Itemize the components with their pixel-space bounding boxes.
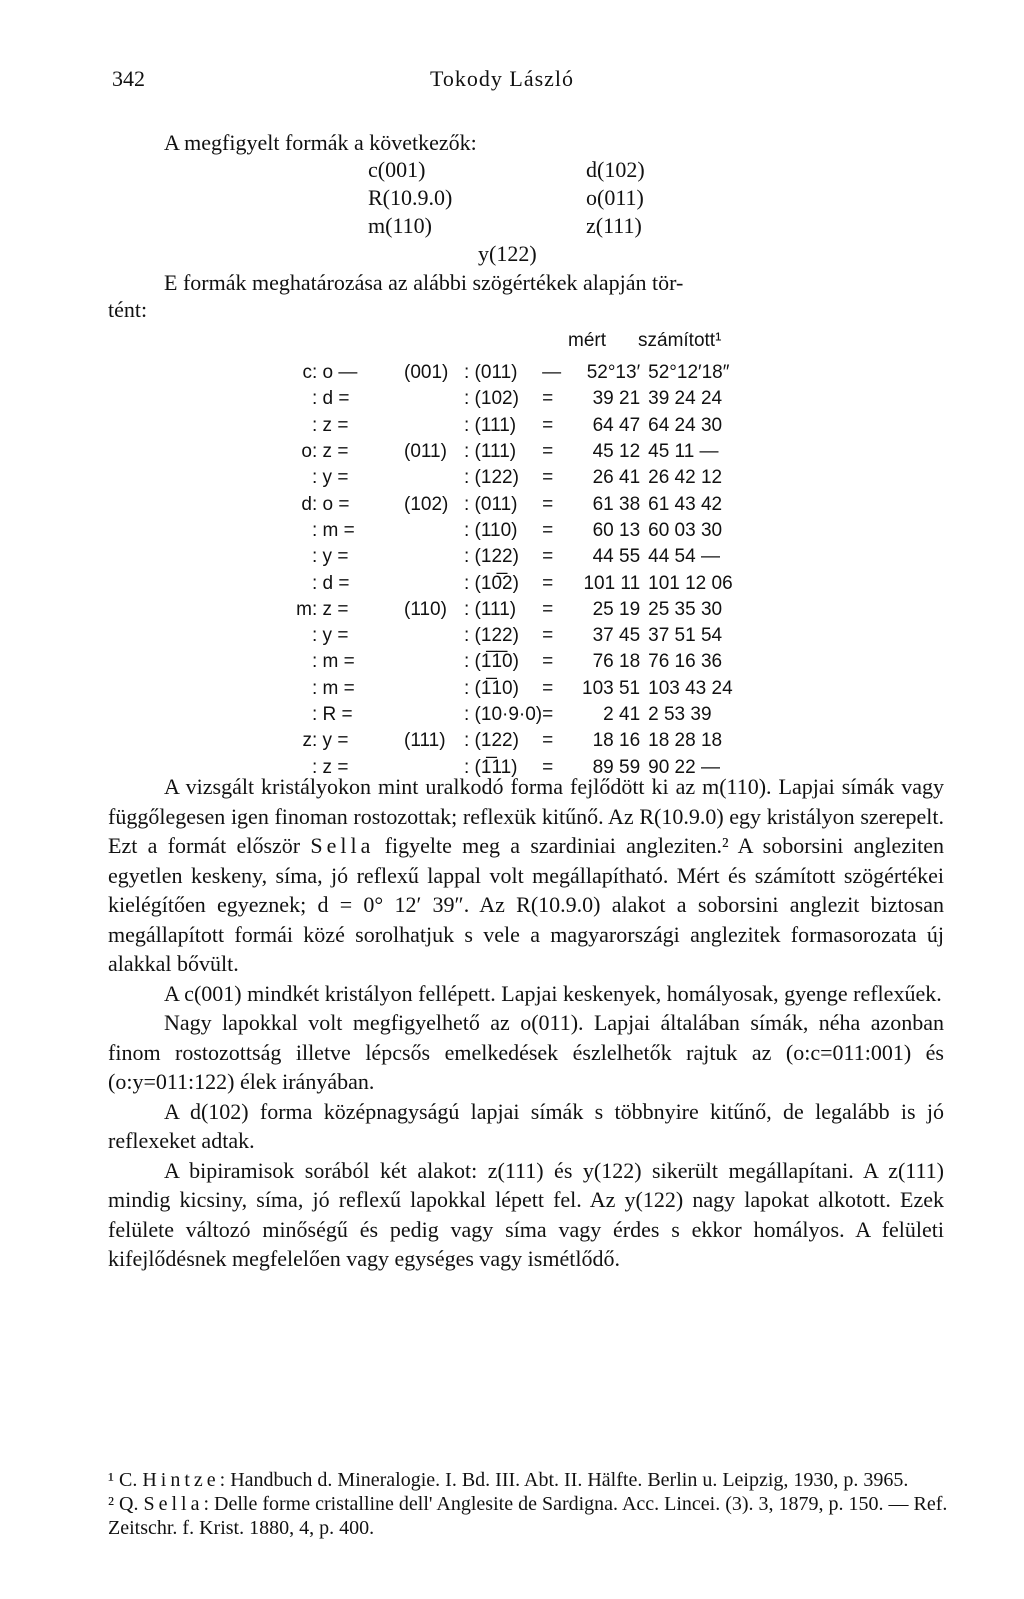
row-sign: =	[542, 388, 554, 410]
row-measured: 60 13	[592, 519, 641, 541]
row-measured: 45 12	[592, 441, 641, 463]
row-indices	[404, 544, 464, 570]
row-face	[290, 623, 312, 649]
row-measured: 37 45	[592, 625, 641, 647]
row-second-face: : (111)	[464, 441, 517, 463]
row-calculated: 18 28 18	[648, 730, 723, 752]
row-measured: 76 18	[592, 651, 641, 673]
row-face	[290, 676, 312, 702]
row-calculated: 52°12′18″	[648, 362, 730, 384]
row-sign: =	[542, 441, 554, 463]
paragraph-1-part-b: figyelte meg a szardiniai angleziten.² A soborsini angleziten egyetlen keskeny, síma, jó reflexű lappal volt megállapítható. Mért és számított szögértékei kielégítően egyeznek; d = 0° 12′ 39″. Az R(10.9.0) alakot a soborsini anglezit biztosan megállapított formái közé sorolhatjuk s vele a magyarországi anglezitek formasorozata új alakkal bővült.	[108, 833, 944, 976]
row-calculated: 101 12 06	[648, 572, 733, 594]
table-row	[290, 623, 758, 649]
basis-line-2: tént:	[108, 297, 148, 322]
row-sign: =	[542, 572, 554, 594]
row-measured: 103 51	[582, 677, 641, 699]
row-sign: =	[542, 677, 554, 699]
row-second-face: : (122)	[464, 546, 519, 568]
footnote-1-part-a: ¹ C.	[108, 1469, 143, 1491]
row-measured: 26 41	[592, 467, 641, 489]
row-calculated: 103 43 24	[648, 677, 733, 699]
row-measured: 18 16	[592, 730, 641, 752]
row-sign: =	[542, 730, 554, 752]
paragraph-5: A bipiramisok sorából két alakot: z(111) és y(122) sikerült megállapítani. A z(111) mindig kicsiny, síma, jó reflexű lapokkal lépett fel. Az y(122) nagy lapokat alkotott. Ezek felülete változó minőségű és pedig vagy síma vagy érdes s ekkor homályos. A felületi kifejlődésnek megfelelően vagy egységes vagy ismétlődő.	[108, 1157, 944, 1271]
row-sign: =	[542, 546, 554, 568]
row-pair: : z =	[312, 414, 349, 436]
row-second-face: : (122)	[464, 730, 519, 752]
row-indices	[404, 676, 464, 702]
row-indices	[404, 386, 464, 412]
row-face: m	[296, 598, 312, 620]
row-face	[290, 570, 312, 596]
row-face	[290, 413, 312, 439]
footnote-1	[108, 1468, 948, 1492]
row-indices	[404, 465, 464, 491]
row-indices: (111)	[404, 730, 446, 752]
row-measured: 2 41	[603, 704, 641, 725]
row-pair: : z =	[312, 441, 349, 463]
row-indices	[404, 649, 464, 675]
intro-line: A megfigyelt formák a következők:	[164, 130, 477, 155]
form-m110: m(110)	[368, 213, 432, 238]
form-y122: y(122)	[478, 241, 537, 266]
row-indices	[404, 702, 464, 728]
table-row	[290, 465, 758, 491]
running-title: Tokody László	[430, 66, 575, 91]
row-second-face: : (122)	[464, 467, 519, 489]
footnotes	[108, 1468, 948, 1540]
table-row	[290, 702, 758, 728]
row-pair: : z =	[312, 598, 349, 620]
author-sella: Sella	[310, 833, 375, 858]
page-number: 342	[112, 66, 145, 91]
table-row	[290, 491, 758, 517]
row-second-face: : (102)	[464, 388, 519, 410]
row-second-face: : (10̅2)	[464, 572, 519, 594]
table-row	[290, 518, 758, 544]
row-pair: : m =	[312, 651, 355, 673]
paragraph-1-part-a: A vizsgált kristályokon mint uralkodó forma fejlődött ki az m(110). Lapjai símák vagy függőlegesen igen finoman rostozottak; reflexük kitűnő. Az R(10.9.0) egy kristályon szerepelt. Ezt a formát először	[108, 774, 944, 858]
form-r1090: R(10.9.0)	[368, 185, 453, 210]
row-measured: 89 59	[592, 756, 641, 778]
table-row	[290, 597, 758, 623]
row-indices: (110)	[404, 598, 447, 620]
row-pair: : m =	[312, 519, 355, 541]
row-sign: =	[542, 467, 554, 489]
row-face: z	[302, 730, 312, 752]
row-second-face: : (122)	[464, 625, 519, 647]
row-sign: =	[542, 756, 554, 778]
row-indices	[404, 413, 464, 439]
table-row	[290, 570, 758, 596]
row-pair: : o =	[312, 493, 350, 515]
row-measured: 44 55	[592, 546, 641, 568]
row-calculated: 44 54 —	[648, 546, 720, 568]
row-calculated: 37 51 54	[648, 625, 723, 647]
row-calculated: 39 24 24	[648, 388, 723, 410]
row-sign: =	[542, 651, 554, 673]
row-face	[290, 649, 312, 675]
row-pair: : o —	[312, 362, 358, 384]
row-sign: =	[542, 519, 554, 541]
table-row	[290, 728, 758, 754]
form-d102: d(102)	[586, 157, 645, 182]
footnote-1-part-b: : Handbuch d. Mineralogie. I. Bd. III. Abt. II. Hälfte. Berlin u. Leipzig, 1930, p. 3965.	[219, 1469, 909, 1491]
row-measured: 64 47	[592, 414, 641, 436]
row-indices	[404, 570, 464, 596]
row-calculated: 76 16 36	[648, 651, 723, 673]
row-face	[290, 518, 312, 544]
row-sign: —	[542, 362, 562, 384]
row-sign: =	[542, 414, 554, 436]
row-face	[290, 465, 312, 491]
table-row	[290, 386, 758, 412]
row-pair: : z =	[312, 756, 349, 778]
row-face	[290, 702, 312, 728]
row-pair: : y =	[312, 625, 349, 647]
row-indices: (001)	[404, 362, 449, 384]
row-face	[290, 386, 312, 412]
row-second-face: : (10·9·0)	[464, 704, 543, 725]
paragraph-3: Nagy lapokkal volt megfigyelhető az o(011). Lapjai általában símák, néha azonban finom rostozottság illetve lépcsős emelkedések észlelhetők rajtuk az (o:c=011:001) és (o:y=011:122) élek irányában.	[108, 1010, 944, 1094]
footnote-2	[108, 1492, 948, 1540]
row-sign: =	[542, 598, 554, 620]
angle-table-body	[290, 360, 758, 781]
row-measured: 52°13′	[586, 362, 641, 384]
row-face: c	[302, 362, 312, 384]
col-head-measured: mért	[568, 330, 606, 351]
table-row	[290, 544, 758, 570]
row-calculated: 61 43 42	[648, 493, 723, 515]
row-pair: : d =	[312, 388, 350, 410]
row-measured: 39 21	[592, 388, 641, 410]
footnote-2-part-b: : Delle forme cristalline dell' Anglesite de Sardigna. Acc. Lincei. (3). 3, 1879, p. 150. — Ref. Zeitschr. f. Krist. 1880, 4, p. 400.	[108, 1493, 948, 1539]
row-indices: (102)	[404, 493, 449, 515]
row-face	[290, 544, 312, 570]
footnote-1-author: Hintze	[142, 1469, 220, 1491]
row-pair: : y =	[312, 730, 349, 752]
row-face: d	[301, 493, 312, 515]
row-pair: : y =	[312, 467, 349, 489]
table-row	[290, 360, 758, 386]
row-second-face: : (011)	[464, 362, 518, 384]
row-calculated: 45 11 —	[648, 441, 719, 463]
row-second-face: : (011)	[464, 493, 518, 515]
row-second-face: : (1̅10)	[464, 677, 519, 699]
paragraph-1	[108, 772, 944, 979]
row-second-face: : (1̅1̅0)	[464, 651, 519, 673]
row-calculated: 90 22 —	[648, 756, 720, 778]
row-second-face: : (1̅11)	[464, 756, 518, 778]
paragraph-2: A c(001) mindkét kristályon fellépett. Lapjai keskenyek, homályosak, gyenge reflexűek.	[164, 980, 942, 1006]
body-text	[108, 772, 944, 1274]
row-second-face: : (110)	[464, 519, 518, 541]
footnote-2-author: Sella	[143, 1493, 204, 1515]
row-calculated: 64 24 30	[648, 414, 723, 436]
table-row	[290, 676, 758, 702]
row-calculated: 2 53 39	[648, 704, 712, 725]
row-sign: =	[542, 704, 554, 725]
form-c001: c(001)	[368, 157, 426, 182]
row-sign: =	[542, 493, 554, 515]
footnote-2-part-a: ² Q.	[108, 1493, 144, 1515]
row-calculated: 26 42 12	[648, 467, 723, 489]
row-sign: =	[542, 625, 554, 647]
form-o011: o(011)	[586, 185, 644, 210]
table-row	[290, 439, 758, 465]
table-row	[290, 413, 758, 439]
row-pair: : m =	[312, 677, 355, 699]
row-pair: : y =	[312, 546, 349, 568]
angle-table	[290, 360, 758, 781]
row-indices	[404, 518, 464, 544]
row-face: o	[301, 441, 312, 463]
table-row	[290, 649, 758, 675]
row-indices	[404, 623, 464, 649]
col-head-calculated: számított¹	[638, 330, 722, 351]
row-calculated: 60 03 30	[648, 519, 723, 541]
row-second-face: : (111)	[464, 414, 517, 436]
row-indices: (011)	[404, 441, 447, 463]
row-pair: : R =	[312, 704, 353, 725]
basis-line-1: E formák meghatározása az alábbi szögértékek alapján tör-	[164, 270, 684, 295]
row-measured: 25 19	[592, 598, 641, 620]
row-measured: 61 38	[592, 493, 641, 515]
row-pair: : d =	[312, 572, 350, 594]
row-second-face: : (111)	[464, 598, 517, 620]
form-z111: z(111)	[586, 213, 642, 238]
row-measured: 101 11	[583, 572, 641, 594]
paragraph-4: A d(102) forma középnagyságú lapjai símák s többnyire kitűnő, de legalább is jó reflexeket adtak.	[108, 1098, 944, 1153]
row-calculated: 25 35 30	[648, 598, 723, 620]
